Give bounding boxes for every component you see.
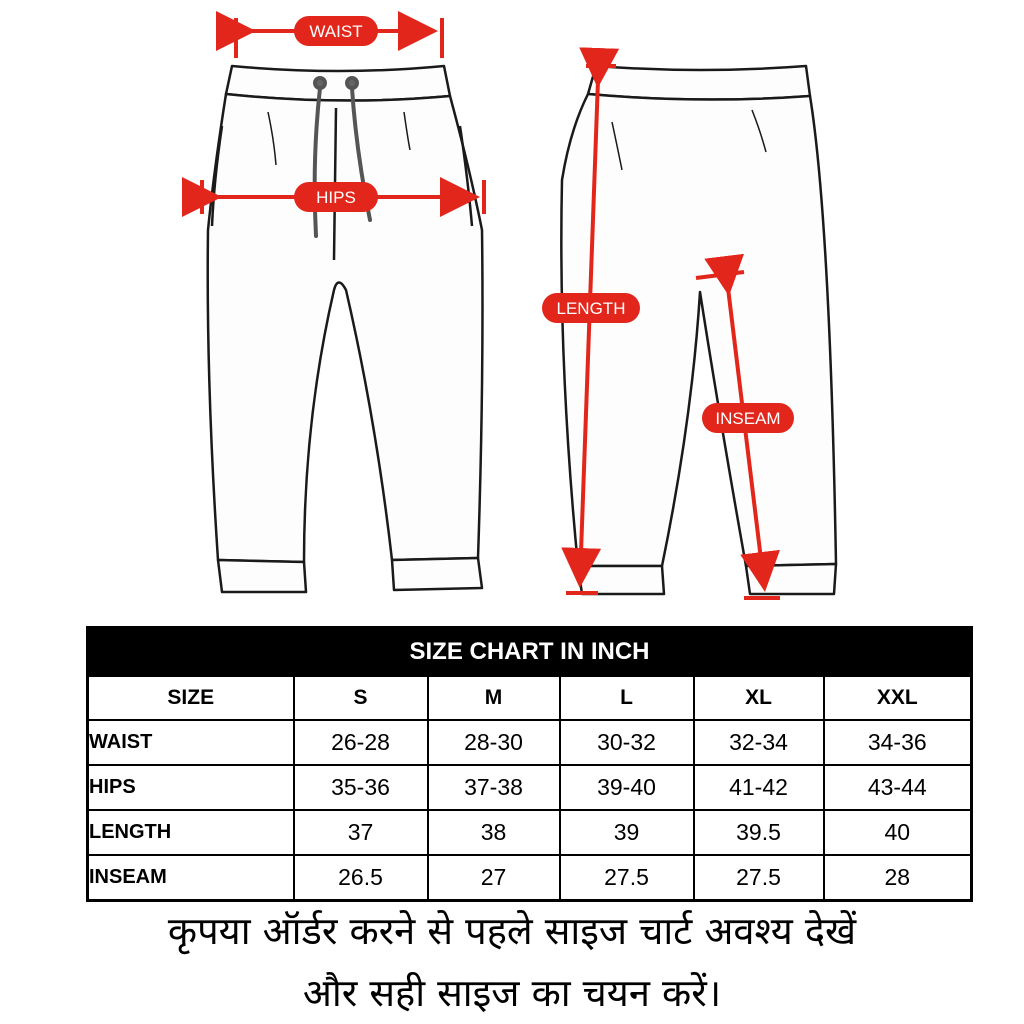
table-cell: 37 xyxy=(294,810,428,855)
order-note xyxy=(0,900,1024,1024)
front-left-cuff xyxy=(218,560,306,592)
label-hips xyxy=(294,182,378,212)
table-cell: 30-32 xyxy=(560,720,694,765)
side-pants-drawing xyxy=(561,66,836,594)
table-cell: 32-34 xyxy=(694,720,824,765)
table-cell: 27 xyxy=(428,855,560,901)
table-cell: 39 xyxy=(560,810,694,855)
front-pants-drawing xyxy=(208,66,483,592)
column-header: M xyxy=(428,676,560,720)
row-label: INSEAM xyxy=(88,855,294,901)
table-cell: 35-36 xyxy=(294,765,428,810)
table-cell: 26.5 xyxy=(294,855,428,901)
table-row xyxy=(88,810,972,855)
table-cell: 28-30 xyxy=(428,720,560,765)
table-cell: 40 xyxy=(824,810,972,855)
label-length xyxy=(542,293,640,323)
table-row xyxy=(88,765,972,810)
size-chart-table xyxy=(86,626,973,902)
svg-text:INSEAM: INSEAM xyxy=(715,409,781,428)
side-left-cuff xyxy=(578,566,664,594)
side-right-cuff xyxy=(746,564,836,594)
row-label: WAIST xyxy=(88,720,294,765)
table-cell: 43-44 xyxy=(824,765,972,810)
row-label: LENGTH xyxy=(88,810,294,855)
table-cell: 41-42 xyxy=(694,765,824,810)
table-cell: 28 xyxy=(824,855,972,901)
svg-text:LENGTH: LENGTH xyxy=(556,299,626,318)
table-cell: 27.5 xyxy=(560,855,694,901)
svg-text:WAIST: WAIST xyxy=(309,22,363,41)
column-header: XL xyxy=(694,676,824,720)
svg-text:HIPS: HIPS xyxy=(316,188,356,207)
column-header: L xyxy=(560,676,694,720)
front-pants-body xyxy=(208,94,483,562)
label-inseam xyxy=(702,403,794,433)
column-header: SIZE xyxy=(88,676,294,720)
front-waistband xyxy=(226,66,450,101)
table-row xyxy=(88,855,972,901)
note-line-1: कृपया ऑर्डर करने से पहले साइज चार्ट अवश्य देखें xyxy=(167,909,857,953)
side-waistband xyxy=(588,66,810,100)
front-right-cuff xyxy=(392,558,482,590)
side-pants-body xyxy=(561,94,836,566)
table-cell: 39-40 xyxy=(560,765,694,810)
row-label: HIPS xyxy=(88,765,294,810)
note-line-2: और सही साइज का चयन करें। xyxy=(302,971,722,1015)
label-waist xyxy=(294,16,378,46)
column-header: XXL xyxy=(824,676,972,720)
table-cell: 34-36 xyxy=(824,720,972,765)
table-row xyxy=(88,720,972,765)
table-title: SIZE CHART IN INCH xyxy=(88,628,972,677)
table-cell: 37-38 xyxy=(428,765,560,810)
table-cell: 26-28 xyxy=(294,720,428,765)
table-cell: 39.5 xyxy=(694,810,824,855)
column-header: S xyxy=(294,676,428,720)
table-header-row xyxy=(88,676,972,720)
table-cell: 27.5 xyxy=(694,855,824,901)
table-cell: 38 xyxy=(428,810,560,855)
